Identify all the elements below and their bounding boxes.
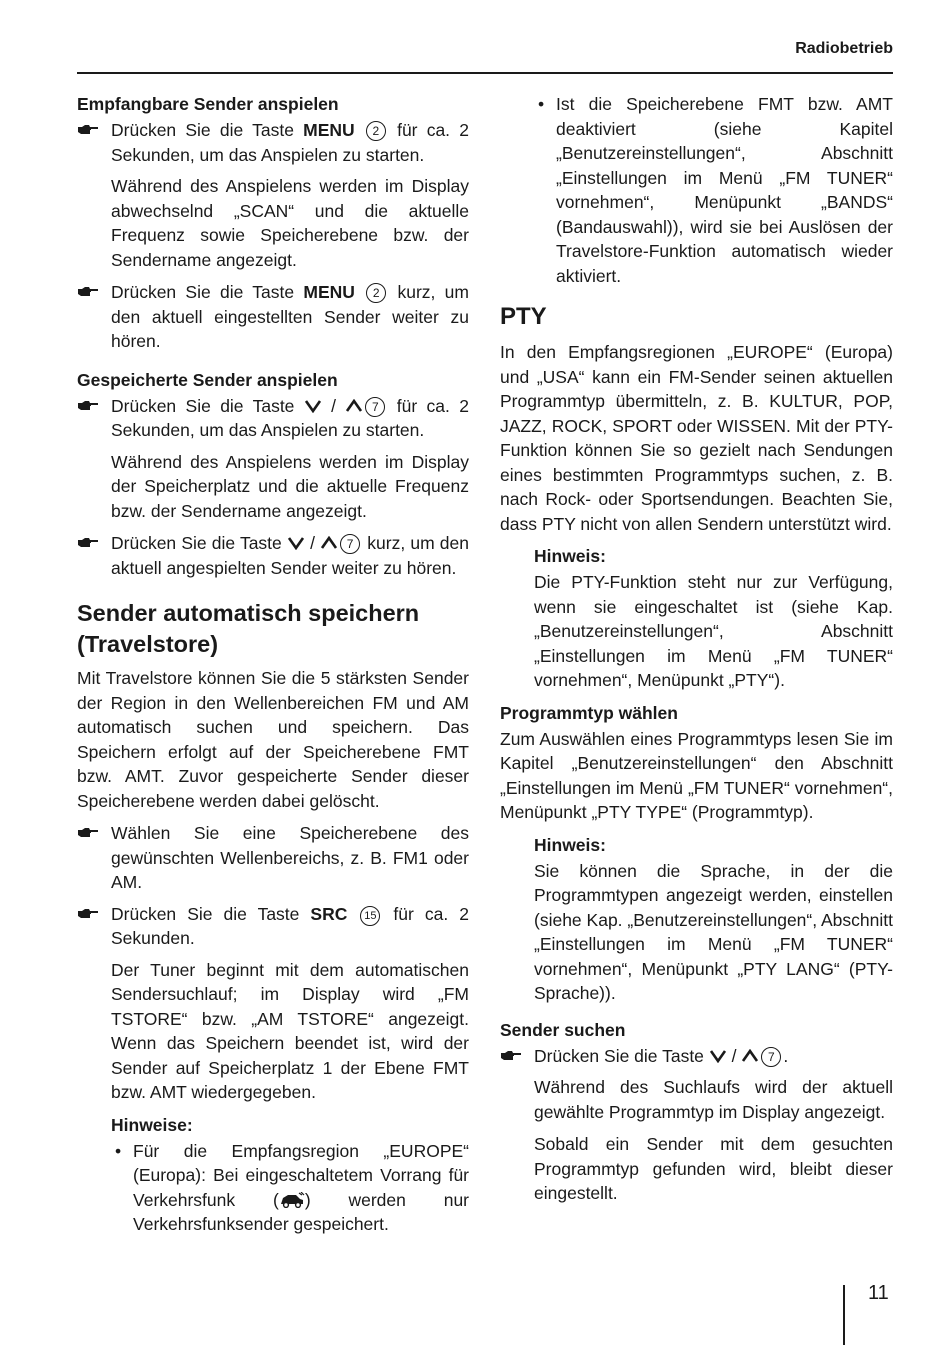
list-item: • Für die Empfangsregion „EUROPE“ (Europa): Bei eingeschaltetem Vorrang für Verkehrsfunk ( ) werden nur Verkehrsfunksender gespeichert. [115,1140,470,1234]
page-number: 11 [868,1282,889,1304]
key-number-badge: 15 [360,906,380,926]
page-header [77,38,893,74]
list-item: • Ist die Speicherebene FMT bzw. AMT deaktiviert (siehe Kapitel „Benutzereinstellungen“, Abschnitt „Einstellungen im Menü „FM TUNER“ vornehmen“, Menüpunkt „BANDS“ (Bandauswahl)), wird sie bei Auslösen der Travelstore-Funktion automatisch wieder aktiviert. [538,94,893,286]
chevron-down-icon [287,536,305,550]
hinweise-label: Hinweise: [111,1114,193,1135]
hinweise-list [77,1139,469,1237]
step: Drücken Sie die Taste / 7 kurz, um den aktuell angespielten Sender weiter zu hören. [77,531,469,580]
chevron-down-icon [304,399,322,413]
paragraph: Sobald ein Sender mit dem gesuchten Programmtyp gefunden wird, bleibt dieser eingestellt. [534,1134,893,1203]
pointing-hand-icon [77,400,99,412]
left-column [77,92,469,1243]
heading-travelstore: Sender automatisch speichern (Travelstore) [77,600,420,657]
hinweis-label: Hinweis: [534,834,606,855]
pointing-hand-icon [77,537,99,549]
pointing-hand-icon [77,908,99,920]
paragraph: Die PTY-Funktion steht nur zur Verfügung, wenn sie eingeschaltet ist (siehe Kap. „Benutzereinstellungen“, Abschnitt „Einstellungen im Menü „FM TUNER“ vornehmen“, Menüpunkt „PTY“). [534,572,893,690]
step: Drücken Sie die Taste MENU 2 kurz, um den aktuell eingestellten Sender weiter zu hören. [77,280,469,354]
step: Drücken Sie die Taste SRC 15 für ca. 2 Sekunden. [77,902,469,951]
heading-sender-suchen: Sender suchen [500,1019,626,1040]
hinweis-label: Hinweis: [534,546,606,566]
paragraph: Der Tuner beginnt mit dem automatischen Sendersuchlauf; im Display wird „FM TSTORE“ bzw. „AM TSTORE“ angezeigt. Wenn das Speichern beendet ist, wird der Sender auf Speicherplatz 1 der Ebene FMT bzw. AMT wiedergegeben. [111,959,469,1102]
chevron-down-icon [709,1049,727,1063]
step: Drücken Sie die Taste MENU 2 für ca. 2 Sekunden, um das Anspielen zu starten. [77,118,469,167]
heading-pty: PTY [500,303,547,330]
paragraph: Während des Anspielens werden im Display der Speicherplatz und die aktuelle Frequenz bzw. der Sendername angezeigt. [111,451,469,521]
chevron-up-icon [320,536,338,550]
pointing-hand-icon [77,124,99,136]
step: Wählen Sie eine Speicherebene des gewünschten Wellenbereichs, z. B. FM1 oder AM. [77,821,469,895]
bullet-dot: • [115,1140,122,1161]
paragraph: Während des Suchlaufs wird der aktuell gewählte Programmtyp im Display angezeigt. [534,1077,893,1122]
paragraph: Zum Auswählen eines Programmtyps lesen Sie im Kapitel „Benutzereinstellungen“ den Abschnitt „Einstellungen im Menü „FM TUNER“ vornehmen“, Menüpunkt „PTY TYPE“ (Programmtyp). [500,728,893,822]
right-column [500,92,893,1214]
paragraph: Während des Anspielens werden im Display abwechselnd „SCAN“ und die aktuelle Frequenz sowie Speicherebene bzw. der Sendername angezeigt. [111,176,469,270]
step: Drücken Sie die Taste / 7 für ca. 2 Sekunden, um das Anspielen zu starten. [77,394,469,443]
pointing-hand-icon [500,1050,522,1062]
step: Drücken Sie die Taste / 7 . [500,1044,893,1069]
heading-gespeicherte: Gespeicherte Sender anspielen [77,369,338,390]
section-title: Radiobetrieb [795,40,893,57]
key-number-badge: 7 [340,534,360,554]
paragraph: In den Empfangsregionen „EUROPE“ (Europa) und „USA“ kann ein FM-Sender seinen aktuellen Programmtyp übermitteln, z. B. KULTUR, POP, JAZZ, ROCK, SPORT oder WISSEN. Mit der PTY-Funktion können Sie so gezielt nach Sendungen eines bestimmten Programmtyps suchen, z. B. nach Rock- oder Sportsendungen. Beachten Sie, dass PTY nicht von allen Sendern unterstützt wird. [500,342,893,534]
chevron-up-icon [345,399,363,413]
paragraph: Sie können die Sprache, in der die Programmtypen angezeigt werden, einstellen (siehe Kap. „Benutzereinstellungen“, Abschnitt „Einstellungen im Menü „FM TUNER“ vornehmen“, Menüpunkt „PTY LANG“ (PTY-Sprache)). [534,860,893,1003]
heading-programmtyp: Programmtyp wählen [500,702,678,723]
hinweise-list-continued [500,92,893,288]
key-number-badge: 2 [366,283,386,303]
bullet-dot: • [538,94,545,114]
heading-empfangbare: Empfangbare Sender anspielen [77,94,339,114]
page-number-divider [843,1285,845,1345]
traffic-info-car-icon [279,1192,305,1208]
key-number-badge: 7 [365,397,385,417]
key-number-badge: 2 [366,121,386,141]
key-number-badge: 7 [761,1047,781,1067]
paragraph: Mit Travelstore können Sie die 5 stärksten Sender der Region in den Wellenbereichen FM und AM automatisch suchen und speichern. Das Speichern erfolgt auf der Speicherebene FMT bzw. AMT. Zuvor gespeicherte Sender dieser Speicherebene werden dabei gelöscht. [77,668,469,811]
pointing-hand-icon [77,827,99,839]
chevron-up-icon [741,1049,759,1063]
pointing-hand-icon [77,286,99,298]
